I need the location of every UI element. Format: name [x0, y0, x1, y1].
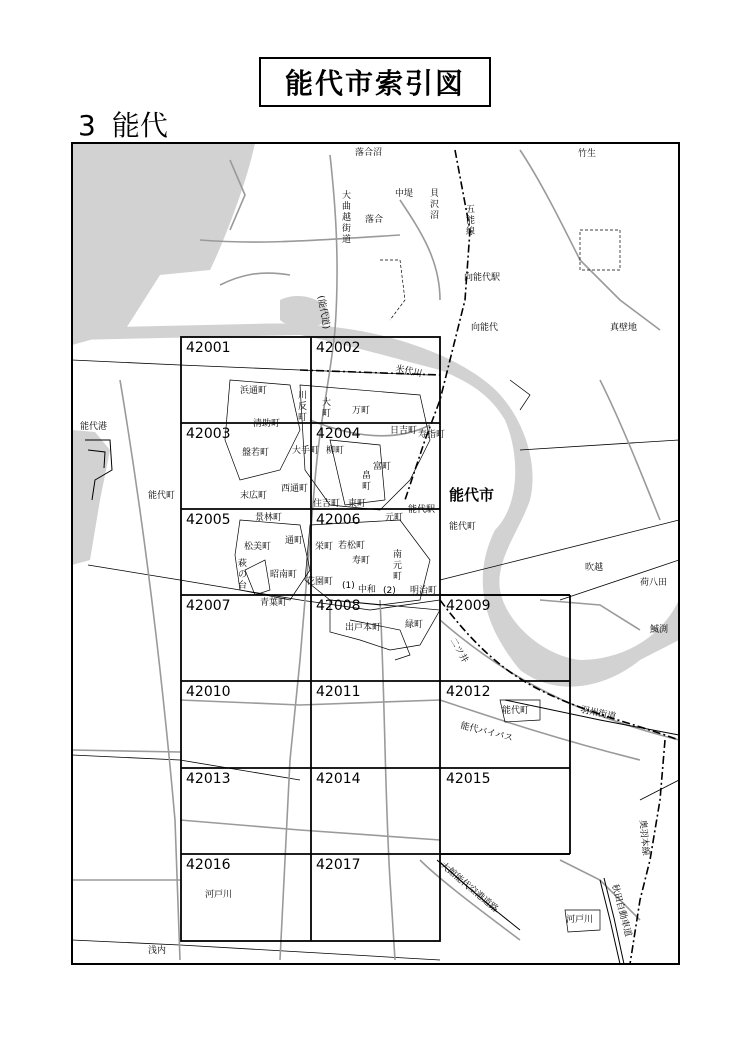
place-label: 能代市	[449, 486, 495, 504]
place-label: 東町	[348, 499, 367, 509]
place-label: 寿指町	[418, 430, 446, 440]
place-label: 能代港	[80, 422, 108, 432]
place-label: 町	[393, 572, 403, 582]
place-label: 明治町	[410, 586, 438, 596]
place-label: 住吉町	[313, 499, 341, 509]
grid-label: 42010	[186, 684, 231, 700]
place-label: 大館能代空港道路	[438, 860, 500, 915]
place-label: 浜通町	[240, 386, 268, 396]
place-label: (1)	[342, 581, 355, 591]
grid-label: 42015	[446, 771, 491, 787]
grid-label: 42012	[446, 684, 491, 700]
place-label: 萩	[238, 559, 248, 569]
grid-labels	[186, 340, 491, 873]
place-label: 富町	[373, 462, 392, 472]
place-label: 奥羽本線	[637, 819, 651, 857]
grid-label: 42014	[316, 771, 361, 787]
place-label: 能代町	[502, 706, 530, 716]
place-label: 街	[342, 224, 352, 234]
place-label: 落合沼	[355, 148, 383, 158]
grid-label: 42006	[316, 512, 361, 528]
place-label: 貝	[430, 189, 440, 199]
place-label: 緑町	[405, 620, 424, 630]
place-label: 畠	[362, 471, 372, 481]
place-label: (能代道)	[315, 294, 331, 331]
grid-label: 42003	[186, 426, 231, 442]
place-label: 町	[298, 413, 308, 423]
place-label: 盤若町	[242, 448, 270, 458]
place-label: 松美町	[244, 542, 272, 552]
place-label: 寿町	[352, 556, 371, 566]
place-label: 出戸本町	[345, 623, 382, 633]
grid-label: 42005	[186, 512, 231, 528]
page-title: 能代市索引図	[284, 67, 465, 100]
place-label: 沼	[430, 211, 440, 221]
map-base	[72, 143, 679, 964]
grid-label: 42011	[316, 684, 361, 700]
place-label: 向能代駅	[464, 273, 501, 283]
place-label: 町	[362, 482, 372, 492]
grid-label: 42001	[186, 340, 231, 356]
place-label: 能代町	[148, 491, 176, 501]
place-label: 羽州街道	[579, 705, 617, 723]
place-label: 日吉町	[390, 426, 418, 436]
place-label: 末広町	[240, 491, 268, 501]
place-label: 二ツ井	[447, 636, 470, 665]
place-label: 竹生	[578, 149, 597, 159]
place-label: 線	[466, 227, 476, 237]
place-label: 向能代	[471, 323, 499, 333]
place-label: 南	[393, 550, 403, 560]
grid-label: 42016	[186, 857, 231, 873]
section-number: 3	[78, 109, 96, 142]
place-label: 落合	[365, 215, 384, 225]
place-label: 万町	[352, 406, 371, 416]
place-label: 栄町	[315, 542, 334, 552]
place-label: 元	[393, 561, 403, 571]
place-label: 中和	[358, 585, 377, 595]
place-label: 能代バイパス	[459, 721, 514, 744]
place-label: 川	[298, 391, 308, 401]
place-label: 河戸川	[205, 890, 233, 900]
place-label: 景林町	[255, 513, 283, 523]
grid-label: 42009	[446, 598, 491, 614]
place-label: 通町	[285, 536, 304, 546]
grid-label: 42004	[316, 426, 361, 442]
grid-label: 42013	[186, 771, 231, 787]
place-label: 秋田自動車道	[609, 883, 633, 938]
grid-label: 42017	[316, 857, 361, 873]
place-label: 河戸川	[566, 915, 594, 925]
place-label: 五	[466, 205, 476, 215]
place-label: 大手町	[292, 446, 320, 456]
place-label: 真壁地	[610, 323, 638, 333]
place-label: 沢	[430, 200, 440, 210]
place-label: 青葉町	[260, 598, 288, 608]
sea-area	[72, 143, 255, 345]
place-label: (2)	[383, 586, 396, 596]
place-label: 反	[298, 402, 308, 412]
place-label: 清助町	[253, 419, 281, 429]
grid-label: 42002	[316, 340, 361, 356]
place-label: 町	[322, 409, 332, 419]
grid-label: 42007	[186, 598, 231, 614]
place-label: 荷八田	[640, 578, 668, 588]
place-label: 能	[466, 216, 476, 226]
place-label: 若松町	[338, 541, 366, 551]
place-label: 大	[342, 191, 352, 201]
place-label: 花園町	[306, 577, 334, 587]
place-label: 鰄渕	[650, 625, 669, 635]
place-label: 昭南町	[270, 570, 298, 580]
section-name: 能代	[111, 109, 168, 142]
place-label: 越	[342, 213, 352, 223]
place-label: 吹越	[585, 563, 604, 573]
place-label: 柳町	[326, 446, 345, 456]
place-label: 浅内	[148, 946, 167, 956]
place-label: 米代川	[394, 364, 423, 380]
grid-label: 42008	[316, 598, 361, 614]
place-label: 曲	[342, 202, 352, 212]
place-label: 西通町	[281, 484, 309, 494]
place-label: 大	[322, 398, 332, 408]
place-label: 中堤	[395, 189, 414, 199]
place-label: 台	[238, 581, 248, 591]
place-label: 道	[342, 235, 352, 245]
place-label: 元町	[385, 513, 404, 523]
place-label: 能代駅	[408, 505, 436, 515]
place-label: の	[238, 570, 248, 580]
place-label: 能代町	[449, 522, 477, 532]
